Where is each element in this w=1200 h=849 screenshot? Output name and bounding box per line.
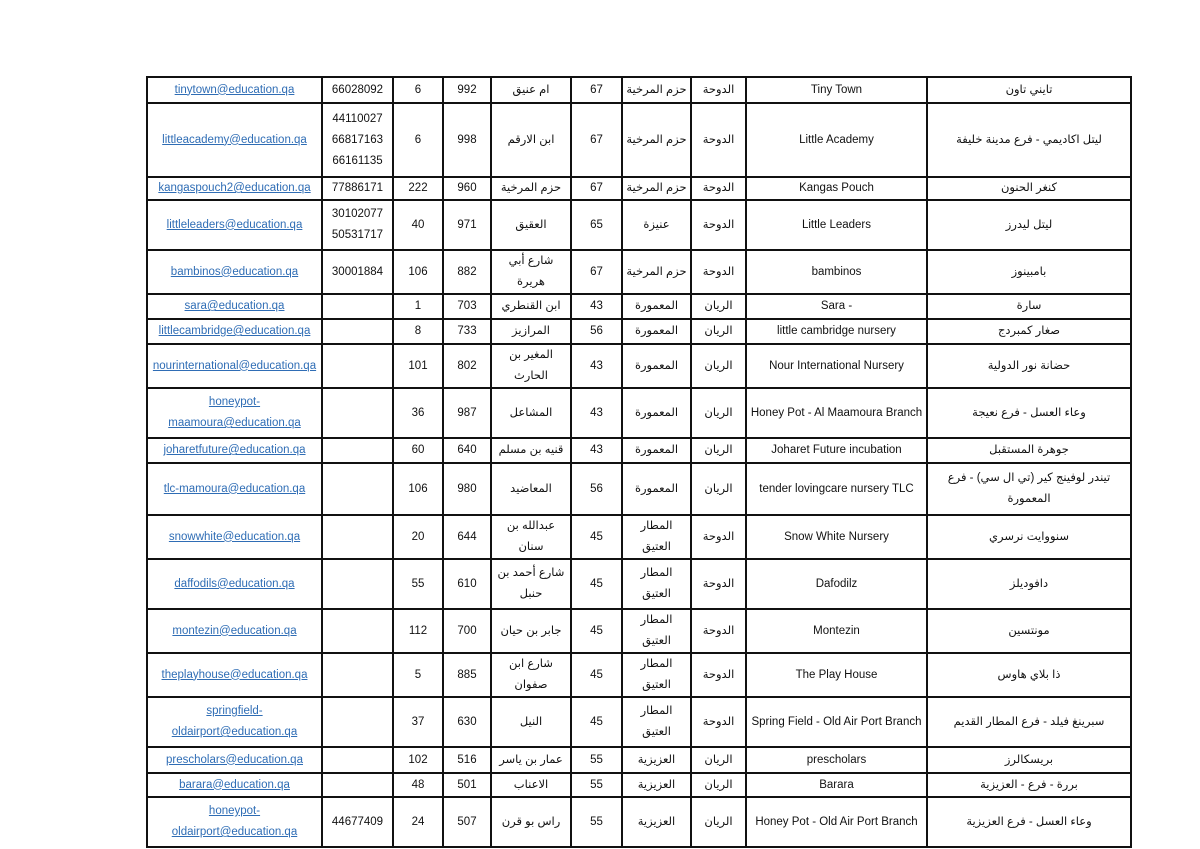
email-cell xyxy=(147,559,322,609)
street-number-cell: 48 xyxy=(393,773,443,797)
zone-number-cell: 45 xyxy=(571,515,622,559)
email-cell xyxy=(147,773,322,797)
email-cell xyxy=(147,438,322,463)
building-number-cell: 885 xyxy=(443,653,491,697)
phone-cell xyxy=(322,463,393,515)
phone-number: 66028092 xyxy=(331,83,384,96)
street-name-cell: ابن القنطري xyxy=(491,294,571,319)
phone-number: 66817163 xyxy=(331,133,384,146)
building-number-cell: 882 xyxy=(443,250,491,294)
phone-cell xyxy=(322,438,393,463)
email-cell xyxy=(147,797,322,847)
street-name-cell: النيل xyxy=(491,697,571,747)
phone-cell xyxy=(322,294,393,319)
building-number-cell: 610 xyxy=(443,559,491,609)
email-cell xyxy=(147,653,322,697)
name-english-cell: Sara - xyxy=(746,294,927,319)
building-number-cell: 998 xyxy=(443,103,491,177)
email-link[interactable]: theplayhouse@education.qa xyxy=(161,668,308,681)
zone-number-cell: 43 xyxy=(571,344,622,388)
street-number-cell: 24 xyxy=(393,797,443,847)
email-line: oldairport@education.qa xyxy=(171,726,298,738)
phone-cell xyxy=(322,609,393,653)
email-link[interactable] xyxy=(150,701,319,743)
name-english-cell: Snow White Nursery xyxy=(746,515,927,559)
area-cell: المعمورة xyxy=(622,388,691,438)
area-cell: العزيزية xyxy=(622,773,691,797)
table-row xyxy=(147,103,1131,177)
name-arabic-cell: سنووايت نرسري xyxy=(927,515,1131,559)
name-english-cell: Kangas Pouch xyxy=(746,177,927,200)
building-number-cell: 516 xyxy=(443,747,491,773)
building-number-cell: 507 xyxy=(443,797,491,847)
area-cell: حزم المرخية xyxy=(622,103,691,177)
name-arabic-cell: تيندر لوفينج كير (تي ال سي) - فرع المعمورة xyxy=(927,463,1131,515)
area-cell: حزم المرخية xyxy=(622,250,691,294)
email-line: honeypot- xyxy=(208,396,261,408)
email-cell xyxy=(147,344,322,388)
municipality-cell: الريان xyxy=(691,463,746,515)
municipality-cell: الدوحة xyxy=(691,103,746,177)
email-link[interactable]: kangaspouch2@education.qa xyxy=(158,182,311,194)
name-arabic-cell: بريسكالرز xyxy=(927,747,1131,773)
building-number-cell: 971 xyxy=(443,200,491,250)
email-line: honeypot- xyxy=(208,805,261,817)
area-cell: المعمورة xyxy=(622,463,691,515)
street-name-cell: عمار بن ياسر xyxy=(491,747,571,773)
email-cell xyxy=(147,747,322,773)
table-row xyxy=(147,463,1131,515)
email-link[interactable]: tlc-mamoura@education.qa xyxy=(163,482,306,495)
building-number-cell: 980 xyxy=(443,463,491,515)
street-number-cell: 60 xyxy=(393,438,443,463)
municipality-cell: الريان xyxy=(691,319,746,344)
table-row xyxy=(147,697,1131,747)
email-link[interactable]: joharetfuture@education.qa xyxy=(163,444,306,456)
name-english-cell: tender lovingcare nursery TLC xyxy=(746,463,927,515)
phone-cell xyxy=(322,250,393,294)
municipality-cell: الدوحة xyxy=(691,77,746,103)
building-number-cell: 640 xyxy=(443,438,491,463)
area-cell: المطار العتيق xyxy=(622,559,691,609)
email-link[interactable]: barara@education.qa xyxy=(179,778,290,791)
building-number-cell: 733 xyxy=(443,319,491,344)
building-number-cell: 960 xyxy=(443,177,491,200)
name-arabic-cell: صغار كمبردج xyxy=(927,319,1131,344)
building-number-cell: 987 xyxy=(443,388,491,438)
name-arabic-cell: سارة xyxy=(927,294,1131,319)
street-name-cell: قنيه بن مسلم xyxy=(491,438,571,463)
email-cell xyxy=(147,294,322,319)
phone-cell xyxy=(322,77,393,103)
table-row xyxy=(147,515,1131,559)
street-name-cell: ابن الارقم xyxy=(491,103,571,177)
table-row xyxy=(147,77,1131,103)
area-cell: المطار العتيق xyxy=(622,515,691,559)
email-link[interactable]: tinytown@education.qa xyxy=(174,83,295,96)
zone-number-cell: 55 xyxy=(571,747,622,773)
phone-cell xyxy=(322,515,393,559)
phone-number: 44110027 xyxy=(332,112,383,125)
municipality-cell: الريان xyxy=(691,438,746,463)
municipality-cell: الدوحة xyxy=(691,559,746,609)
municipality-cell: الدوحة xyxy=(691,200,746,250)
building-number-cell: 630 xyxy=(443,697,491,747)
name-arabic-cell: كنغر الحنون xyxy=(927,177,1131,200)
email-cell xyxy=(147,319,322,344)
email-cell xyxy=(147,200,322,250)
name-english-cell: Barara xyxy=(746,773,927,797)
municipality-cell: الدوحة xyxy=(691,515,746,559)
phone-cell xyxy=(322,773,393,797)
phone-cell xyxy=(322,344,393,388)
municipality-cell: الريان xyxy=(691,797,746,847)
email-cell xyxy=(147,103,322,177)
name-english-cell: The Play House xyxy=(746,653,927,697)
email-cell xyxy=(147,463,322,515)
area-cell: العزيزية xyxy=(622,747,691,773)
street-number-cell: 112 xyxy=(393,609,443,653)
street-number-cell: 40 xyxy=(393,200,443,250)
name-english-cell: Little Academy xyxy=(746,103,927,177)
email-cell xyxy=(147,250,322,294)
zone-number-cell: 45 xyxy=(571,697,622,747)
area-cell: المطار العتيق xyxy=(622,609,691,653)
area-cell: عنيزة xyxy=(622,200,691,250)
zone-number-cell: 67 xyxy=(571,103,622,177)
building-number-cell: 802 xyxy=(443,344,491,388)
building-number-cell: 700 xyxy=(443,609,491,653)
building-number-cell: 644 xyxy=(443,515,491,559)
area-cell: حزم المرخية xyxy=(622,177,691,200)
street-name-cell: شارع أحمد بن حنبل xyxy=(491,559,571,609)
email-cell xyxy=(147,388,322,438)
street-name-cell: حزم المرخية xyxy=(491,177,571,200)
municipality-cell: الريان xyxy=(691,388,746,438)
street-number-cell: 101 xyxy=(393,344,443,388)
table-row xyxy=(147,200,1131,250)
name-arabic-cell: دافوديلز xyxy=(927,559,1131,609)
table-row xyxy=(147,773,1131,797)
zone-number-cell: 55 xyxy=(571,797,622,847)
building-number-cell: 703 xyxy=(443,294,491,319)
name-english-cell: bambinos xyxy=(746,250,927,294)
email-link[interactable]: littleleaders@education.qa xyxy=(166,218,303,231)
table-row xyxy=(147,344,1131,388)
name-english-cell: Honey Pot - Al Maamoura Branch xyxy=(746,388,927,438)
name-arabic-cell: بامبينوز xyxy=(927,250,1131,294)
zone-number-cell: 55 xyxy=(571,773,622,797)
street-name-cell: راس بو قرن xyxy=(491,797,571,847)
phone-number: 77886171 xyxy=(331,182,384,194)
phone-cell xyxy=(322,797,393,847)
email-line: oldairport@education.qa xyxy=(171,826,298,838)
phone-number: 30001884 xyxy=(331,265,384,278)
table-row xyxy=(147,438,1131,463)
phone-number: 66161135 xyxy=(332,154,383,167)
nursery-directory-table xyxy=(146,76,1132,848)
area-cell: المعمورة xyxy=(622,294,691,319)
email-link[interactable]: littlecambridge@education.qa xyxy=(158,325,311,337)
phone-number: 30102077 xyxy=(331,208,384,220)
street-name-cell: شارع ابن صفوان xyxy=(491,653,571,697)
street-number-cell: 55 xyxy=(393,559,443,609)
municipality-cell: الريان xyxy=(691,773,746,797)
email-link[interactable]: littleacademy@education.qa xyxy=(162,133,307,146)
street-name-cell: العقيق xyxy=(491,200,571,250)
table-row xyxy=(147,653,1131,697)
phone-cell xyxy=(322,388,393,438)
name-arabic-cell: تايني تاون xyxy=(927,77,1131,103)
table-row xyxy=(147,294,1131,319)
building-number-cell: 501 xyxy=(443,773,491,797)
zone-number-cell: 65 xyxy=(571,200,622,250)
email-cell xyxy=(147,77,322,103)
area-cell: المطار العتيق xyxy=(622,697,691,747)
email-link[interactable] xyxy=(150,392,319,434)
area-cell: المطار العتيق xyxy=(622,653,691,697)
name-english-cell: Nour International Nursery xyxy=(746,344,927,388)
phone-cell xyxy=(322,319,393,344)
zone-number-cell: 45 xyxy=(571,559,622,609)
municipality-cell: الدوحة xyxy=(691,250,746,294)
email-link[interactable]: bambinos@education.qa xyxy=(170,265,299,278)
email-link[interactable]: snowwhite@education.qa xyxy=(168,530,301,543)
name-english-cell: Dafodilz xyxy=(746,559,927,609)
email-link[interactable]: sara@education.qa xyxy=(184,300,285,312)
name-english-cell: Montezin xyxy=(746,609,927,653)
street-number-cell: 37 xyxy=(393,697,443,747)
name-arabic-cell: ليتل ليدرز xyxy=(927,200,1131,250)
email-cell xyxy=(147,609,322,653)
street-name-cell: المشاعل xyxy=(491,388,571,438)
table-row xyxy=(147,747,1131,773)
name-english-cell: Tiny Town xyxy=(746,77,927,103)
zone-number-cell: 43 xyxy=(571,438,622,463)
email-cell xyxy=(147,697,322,747)
table-row xyxy=(147,177,1131,200)
email-link[interactable]: montezin@education.qa xyxy=(172,624,297,637)
street-number-cell: 20 xyxy=(393,515,443,559)
street-name-cell: المغير بن الحارث xyxy=(491,344,571,388)
phone-number: 50531717 xyxy=(331,229,384,241)
phone-cell xyxy=(322,200,393,250)
phone-number: 44677409 xyxy=(331,815,384,828)
street-name-cell: ام عنيق xyxy=(491,77,571,103)
municipality-cell: الريان xyxy=(691,747,746,773)
zone-number-cell: 45 xyxy=(571,609,622,653)
email-link[interactable]: daffodils@education.qa xyxy=(174,577,295,590)
name-english-cell: Spring Field - Old Air Port Branch xyxy=(746,697,927,747)
name-arabic-cell: حضانة نور الدولية xyxy=(927,344,1131,388)
street-number-cell: 222 xyxy=(393,177,443,200)
table-body xyxy=(147,77,1131,847)
table-row xyxy=(147,250,1131,294)
zone-number-cell: 67 xyxy=(571,250,622,294)
email-link[interactable]: nourinternational@education.qa xyxy=(152,359,317,372)
municipality-cell: الريان xyxy=(691,294,746,319)
phone-cell xyxy=(322,697,393,747)
street-number-cell: 106 xyxy=(393,463,443,515)
zone-number-cell: 45 xyxy=(571,653,622,697)
zone-number-cell: 67 xyxy=(571,177,622,200)
street-number-cell: 1 xyxy=(393,294,443,319)
street-name-cell: شارع أبي هريرة xyxy=(491,250,571,294)
name-arabic-cell: جوهرة المستقبل xyxy=(927,438,1131,463)
street-number-cell: 6 xyxy=(393,103,443,177)
street-name-cell: جابر بن حيان xyxy=(491,609,571,653)
name-arabic-cell: مونتسين xyxy=(927,609,1131,653)
name-english-cell: Honey Pot - Old Air Port Branch xyxy=(746,797,927,847)
phone-cell xyxy=(322,177,393,200)
street-name-cell: المرازيز xyxy=(491,319,571,344)
zone-number-cell: 43 xyxy=(571,388,622,438)
name-english-cell: little cambridge nursery xyxy=(746,319,927,344)
email-link[interactable] xyxy=(150,801,319,843)
municipality-cell: الريان xyxy=(691,344,746,388)
street-number-cell: 106 xyxy=(393,250,443,294)
email-cell xyxy=(147,177,322,200)
table-row xyxy=(147,388,1131,438)
street-number-cell: 8 xyxy=(393,319,443,344)
name-arabic-cell: وعاء العسل - فرع العزيزية xyxy=(927,797,1131,847)
table-row xyxy=(147,797,1131,847)
building-number-cell: 992 xyxy=(443,77,491,103)
table-row xyxy=(147,559,1131,609)
email-line: springfield- xyxy=(206,705,263,717)
street-number-cell: 36 xyxy=(393,388,443,438)
zone-number-cell: 43 xyxy=(571,294,622,319)
municipality-cell: الدوحة xyxy=(691,609,746,653)
street-number-cell: 6 xyxy=(393,77,443,103)
zone-number-cell: 56 xyxy=(571,319,622,344)
street-number-cell: 5 xyxy=(393,653,443,697)
phone-cell xyxy=(322,103,393,177)
name-english-cell: prescholars xyxy=(746,747,927,773)
name-arabic-cell: ذا بلاي هاوس xyxy=(927,653,1131,697)
name-english-cell: Little Leaders xyxy=(746,200,927,250)
name-arabic-cell: بررة - فرع - العزيزية xyxy=(927,773,1131,797)
phone-cell xyxy=(322,747,393,773)
municipality-cell: الدوحة xyxy=(691,653,746,697)
email-line: maamoura@education.qa xyxy=(168,417,301,429)
phone-cell xyxy=(322,559,393,609)
email-link[interactable]: prescholars@education.qa xyxy=(166,753,303,766)
email-cell xyxy=(147,515,322,559)
area-cell: المعمورة xyxy=(622,344,691,388)
area-cell: حزم المرخية xyxy=(622,77,691,103)
zone-number-cell: 67 xyxy=(571,77,622,103)
street-number-cell: 102 xyxy=(393,747,443,773)
area-cell: العزيزية xyxy=(622,797,691,847)
table-row xyxy=(147,319,1131,344)
name-arabic-cell: ليتل اكاديمي - فرع مدينة خليفة xyxy=(927,103,1131,177)
phone-cell xyxy=(322,653,393,697)
name-english-cell: Joharet Future incubation xyxy=(746,438,927,463)
zone-number-cell: 56 xyxy=(571,463,622,515)
name-arabic-cell: سبرينغ فيلد - فرع المطار القديم xyxy=(927,697,1131,747)
street-name-cell: الاعناب xyxy=(491,773,571,797)
area-cell: المعمورة xyxy=(622,319,691,344)
municipality-cell: الدوحة xyxy=(691,697,746,747)
street-name-cell: المعاضيد xyxy=(491,463,571,515)
name-arabic-cell: وعاء العسل - فرع نعيجة xyxy=(927,388,1131,438)
municipality-cell: الدوحة xyxy=(691,177,746,200)
area-cell: المعمورة xyxy=(622,438,691,463)
street-name-cell: عبدالله بن سنان xyxy=(491,515,571,559)
table-row xyxy=(147,609,1131,653)
